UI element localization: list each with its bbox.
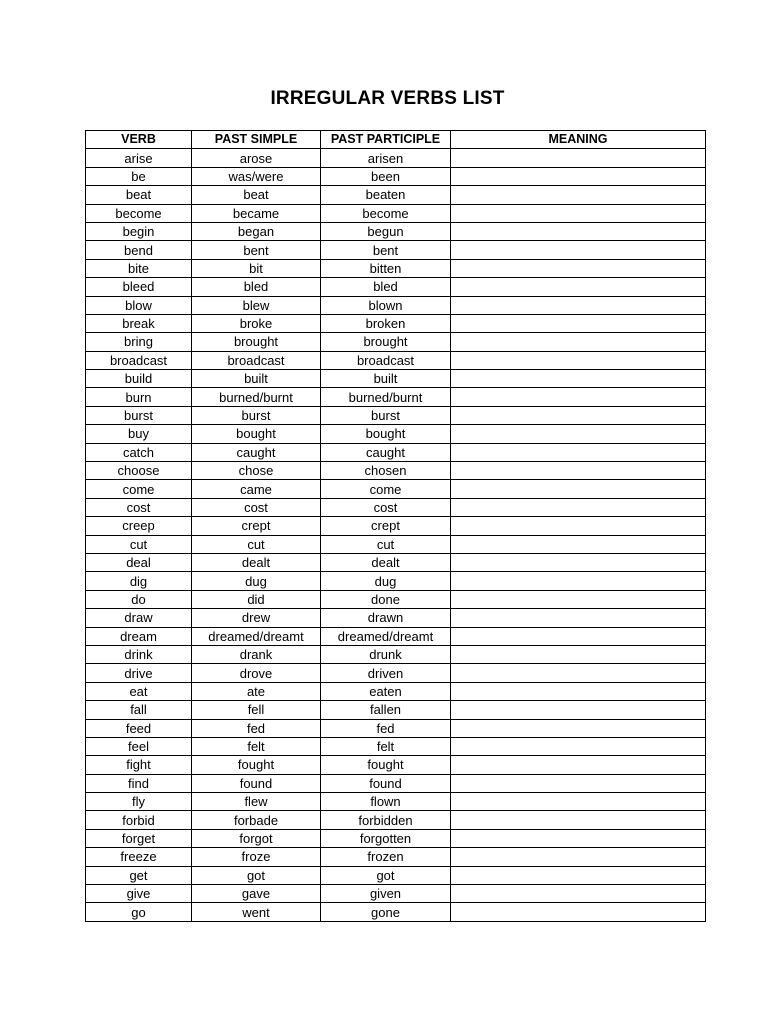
cell-past-simple: became [192,204,321,222]
cell-past-participle: got [321,866,451,884]
cell-verb: burn [86,388,192,406]
cell-meaning [451,866,706,884]
cell-verb: broadcast [86,351,192,369]
cell-meaning [451,682,706,700]
cell-past-participle: fed [321,719,451,737]
cell-meaning [451,774,706,792]
cell-meaning [451,811,706,829]
cell-meaning [451,443,706,461]
cell-verb: give [86,885,192,903]
cell-past-participle: gone [321,903,451,921]
cell-verb: dig [86,572,192,590]
table-row [86,186,706,204]
cell-meaning [451,222,706,240]
cell-verb: beat [86,186,192,204]
cell-verb: choose [86,462,192,480]
cell-past-simple: cost [192,498,321,516]
cell-meaning [451,480,706,498]
header-verb: VERB [86,131,192,149]
cell-verb: bleed [86,278,192,296]
table-row [86,333,706,351]
table-row [86,664,706,682]
cell-past-simple: was/were [192,167,321,185]
cell-meaning [451,388,706,406]
cell-meaning [451,701,706,719]
header-meaning: MEANING [451,131,706,149]
cell-past-simple: bit [192,259,321,277]
cell-past-simple: dreamed/dreamt [192,627,321,645]
cell-past-simple: drank [192,645,321,663]
cell-past-simple: broke [192,314,321,332]
cell-verb: fly [86,793,192,811]
cell-past-participle: given [321,885,451,903]
table-row [86,848,706,866]
header-past-simple: PAST SIMPLE [192,131,321,149]
cell-past-participle: felt [321,737,451,755]
cell-past-participle: burst [321,406,451,424]
cell-meaning [451,737,706,755]
cell-verb: do [86,590,192,608]
cell-past-participle: frozen [321,848,451,866]
cell-past-participle: chosen [321,462,451,480]
cell-meaning [451,829,706,847]
table-row [86,756,706,774]
table-row [86,241,706,259]
cell-past-participle: found [321,774,451,792]
table-row [86,167,706,185]
cell-meaning [451,553,706,571]
table-row [86,903,706,921]
table-body [86,149,706,921]
cell-meaning [451,848,706,866]
cell-verb: dream [86,627,192,645]
table-row [86,425,706,443]
cell-past-simple: cut [192,535,321,553]
cell-past-simple: came [192,480,321,498]
table-row [86,553,706,571]
cell-meaning [451,645,706,663]
cell-verb: drink [86,645,192,663]
cell-verb: arise [86,149,192,167]
cell-meaning [451,609,706,627]
cell-verb: come [86,480,192,498]
cell-past-participle: done [321,590,451,608]
cell-past-simple: flew [192,793,321,811]
table-row [86,314,706,332]
cell-past-participle: drunk [321,645,451,663]
cell-past-participle: dug [321,572,451,590]
table-row [86,627,706,645]
cell-past-simple: ate [192,682,321,700]
cell-meaning [451,241,706,259]
cell-verb: get [86,866,192,884]
cell-verb: creep [86,517,192,535]
cell-past-participle: beaten [321,186,451,204]
table-row [86,793,706,811]
table-row [86,388,706,406]
table-row [86,645,706,663]
cell-past-simple: gave [192,885,321,903]
cell-meaning [451,793,706,811]
cell-meaning [451,664,706,682]
table-header-row [86,131,706,149]
cell-verb: fall [86,701,192,719]
cell-past-simple: burst [192,406,321,424]
cell-meaning [451,296,706,314]
cell-verb: build [86,370,192,388]
cell-past-participle: eaten [321,682,451,700]
cell-meaning [451,903,706,921]
cell-past-simple: brought [192,333,321,351]
cell-past-simple: bent [192,241,321,259]
cell-verb: bite [86,259,192,277]
cell-past-participle: burned/burnt [321,388,451,406]
cell-verb: freeze [86,848,192,866]
cell-past-participle: drawn [321,609,451,627]
table-row [86,572,706,590]
cell-past-participle: built [321,370,451,388]
cell-meaning [451,259,706,277]
table-row [86,480,706,498]
cell-past-participle: driven [321,664,451,682]
cell-meaning [451,627,706,645]
table-row [86,406,706,424]
table-row [86,259,706,277]
cell-past-simple: caught [192,443,321,461]
cell-meaning [451,149,706,167]
table-row [86,278,706,296]
cell-past-participle: broken [321,314,451,332]
cell-past-simple: did [192,590,321,608]
cell-past-participle: come [321,480,451,498]
cell-past-participle: cut [321,535,451,553]
table-row [86,370,706,388]
table-row [86,517,706,535]
cell-past-simple: dug [192,572,321,590]
table-row [86,885,706,903]
cell-meaning [451,406,706,424]
cell-past-participle: bled [321,278,451,296]
cell-past-simple: drew [192,609,321,627]
table-row [86,351,706,369]
cell-past-participle: crept [321,517,451,535]
cell-verb: begin [86,222,192,240]
cell-past-participle: cost [321,498,451,516]
cell-past-simple: fell [192,701,321,719]
table-row [86,204,706,222]
table-row [86,774,706,792]
header-past-participle: PAST PARTICIPLE [321,131,451,149]
cell-verb: bring [86,333,192,351]
cell-past-participle: flown [321,793,451,811]
cell-meaning [451,517,706,535]
cell-meaning [451,462,706,480]
cell-past-simple: burned/burnt [192,388,321,406]
cell-meaning [451,572,706,590]
cell-verb: bend [86,241,192,259]
cell-past-participle: forbidden [321,811,451,829]
cell-past-simple: began [192,222,321,240]
cell-verb: cost [86,498,192,516]
table-row [86,682,706,700]
cell-verb: break [86,314,192,332]
table-row [86,535,706,553]
cell-past-participle: bought [321,425,451,443]
cell-verb: cut [86,535,192,553]
cell-past-simple: froze [192,848,321,866]
irregular-verbs-table [85,130,706,922]
cell-meaning [451,756,706,774]
cell-verb: blow [86,296,192,314]
cell-verb: deal [86,553,192,571]
cell-verb: become [86,204,192,222]
cell-past-simple: found [192,774,321,792]
cell-past-participle: blown [321,296,451,314]
cell-past-participle: bitten [321,259,451,277]
cell-past-participle: forgotten [321,829,451,847]
table-row [86,590,706,608]
cell-past-participle: become [321,204,451,222]
cell-verb: go [86,903,192,921]
cell-past-simple: bled [192,278,321,296]
cell-meaning [451,186,706,204]
cell-past-simple: bought [192,425,321,443]
cell-past-participle: dealt [321,553,451,571]
table-row [86,498,706,516]
cell-past-simple: built [192,370,321,388]
cell-past-simple: arose [192,149,321,167]
cell-verb: buy [86,425,192,443]
cell-verb: burst [86,406,192,424]
table-row [86,149,706,167]
cell-meaning [451,590,706,608]
cell-meaning [451,167,706,185]
cell-meaning [451,425,706,443]
cell-past-simple: blew [192,296,321,314]
cell-past-participle: broadcast [321,351,451,369]
cell-past-participle: arisen [321,149,451,167]
cell-verb: forbid [86,811,192,829]
cell-past-simple: felt [192,737,321,755]
cell-past-simple: fought [192,756,321,774]
cell-meaning [451,278,706,296]
cell-past-participle: fallen [321,701,451,719]
page-title: IRREGULAR VERBS LIST [270,88,505,109]
cell-verb: eat [86,682,192,700]
cell-verb: feel [86,737,192,755]
cell-past-simple: chose [192,462,321,480]
cell-past-simple: beat [192,186,321,204]
cell-meaning [451,498,706,516]
cell-meaning [451,314,706,332]
cell-verb: fight [86,756,192,774]
cell-verb: forget [86,829,192,847]
table-row [86,829,706,847]
table-row [86,737,706,755]
cell-past-participle: dreamed/dreamt [321,627,451,645]
cell-meaning [451,351,706,369]
table-row [86,811,706,829]
cell-past-participle: begun [321,222,451,240]
cell-past-participle: fought [321,756,451,774]
cell-verb: find [86,774,192,792]
cell-past-simple: crept [192,517,321,535]
cell-past-participle: bent [321,241,451,259]
cell-verb: drive [86,664,192,682]
cell-verb: feed [86,719,192,737]
table-row [86,609,706,627]
cell-verb: catch [86,443,192,461]
table-row [86,866,706,884]
cell-meaning [451,885,706,903]
cell-past-simple: forgot [192,829,321,847]
cell-meaning [451,535,706,553]
table-row [86,222,706,240]
cell-past-simple: forbade [192,811,321,829]
cell-meaning [451,719,706,737]
cell-past-simple: drove [192,664,321,682]
cell-past-participle: been [321,167,451,185]
cell-meaning [451,333,706,351]
table-row [86,719,706,737]
cell-past-simple: dealt [192,553,321,571]
table-row [86,701,706,719]
table-row [86,296,706,314]
cell-meaning [451,370,706,388]
cell-past-simple: fed [192,719,321,737]
cell-verb: be [86,167,192,185]
table-row [86,462,706,480]
cell-past-simple: broadcast [192,351,321,369]
cell-past-participle: brought [321,333,451,351]
cell-meaning [451,204,706,222]
cell-past-participle: caught [321,443,451,461]
cell-past-simple: went [192,903,321,921]
cell-verb: draw [86,609,192,627]
table-row [86,443,706,461]
cell-past-simple: got [192,866,321,884]
